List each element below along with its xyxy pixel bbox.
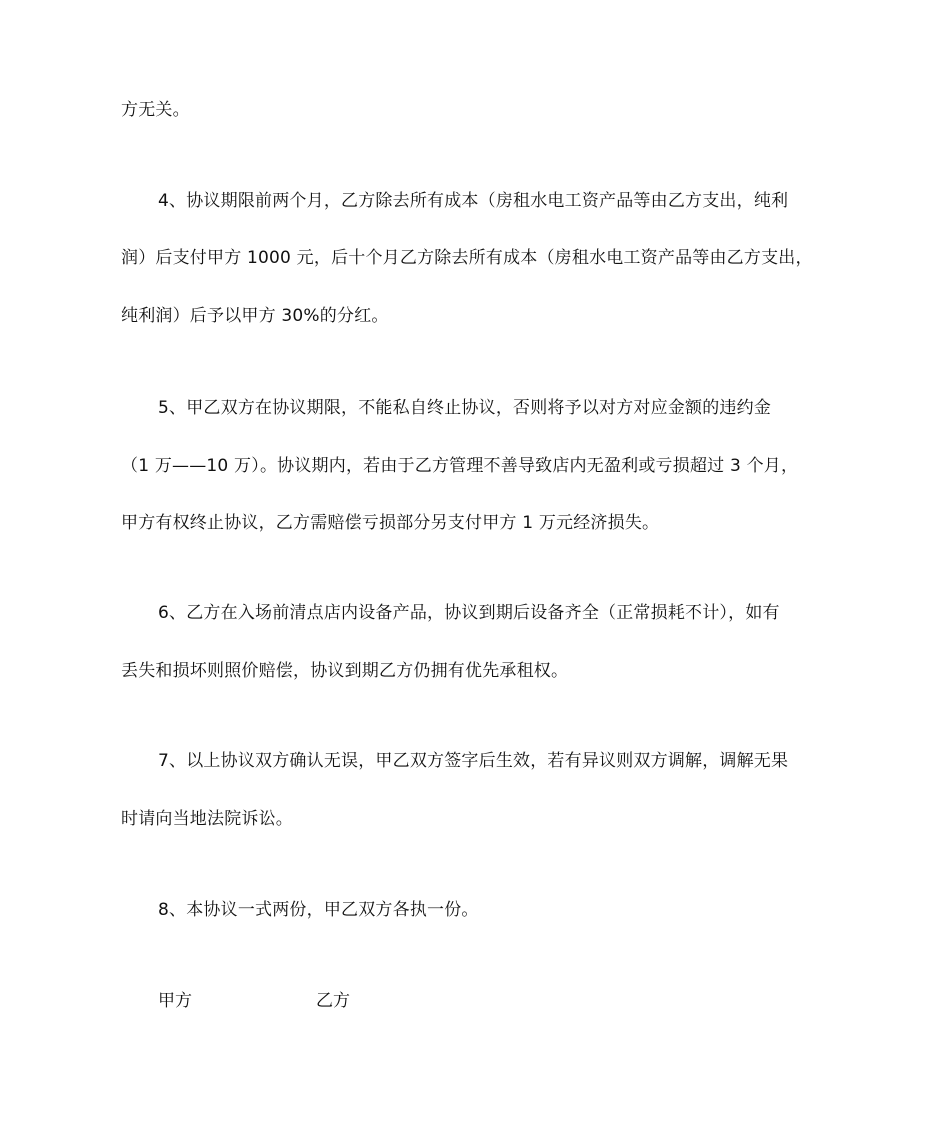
- clause-4-line-2: 润）后支付甲方 1000 元，后十个月乙方除去所有成本（房租水电工资产品等由乙方支出，: [121, 248, 813, 268]
- party-a-signature-label: 甲方: [158, 991, 192, 1011]
- clause-6-line-1: 6、乙方在入场前清点店内设备产品，协议到期后设备齐全（正常损耗不计），如有: [158, 603, 780, 623]
- clause-7-line-1: 7、以上协议双方确认无误，甲乙双方签字后生效，若有异议则双方调解，调解无果: [158, 751, 789, 771]
- clause-6-line-2: 丢失和损坏则照价赔偿，协议到期乙方仍拥有优先承租权。: [121, 661, 569, 681]
- clause-8-line-1: 8、本协议一式两份，甲乙双方各执一份。: [158, 900, 479, 920]
- clause-5-line-3: 甲方有权终止协议，乙方需赔偿亏损部分另支付甲方 1 万元经济损失。: [121, 513, 660, 533]
- paragraph-line: 方无关。: [121, 100, 190, 120]
- clause-5-line-2: （1 万——10 万）。协议期内，若由于乙方管理不善导致店内无盈利或亏损超过 3 个月，: [121, 456, 799, 476]
- party-b-signature-label: 乙方: [316, 991, 350, 1011]
- clause-7-line-2: 时请向当地法院诉讼。: [121, 809, 293, 829]
- clause-5-line-1: 5、甲乙双方在协议期限，不能私自终止协议，否则将予以对方对应金额的违约金: [158, 398, 772, 418]
- clause-4-line-3: 纯利润）后予以甲方 30%的分红。: [121, 306, 389, 326]
- clause-4-line-1: 4、协议期限前两个月，乙方除去所有成本（房租水电工资产品等由乙方支出，纯利: [158, 191, 789, 211]
